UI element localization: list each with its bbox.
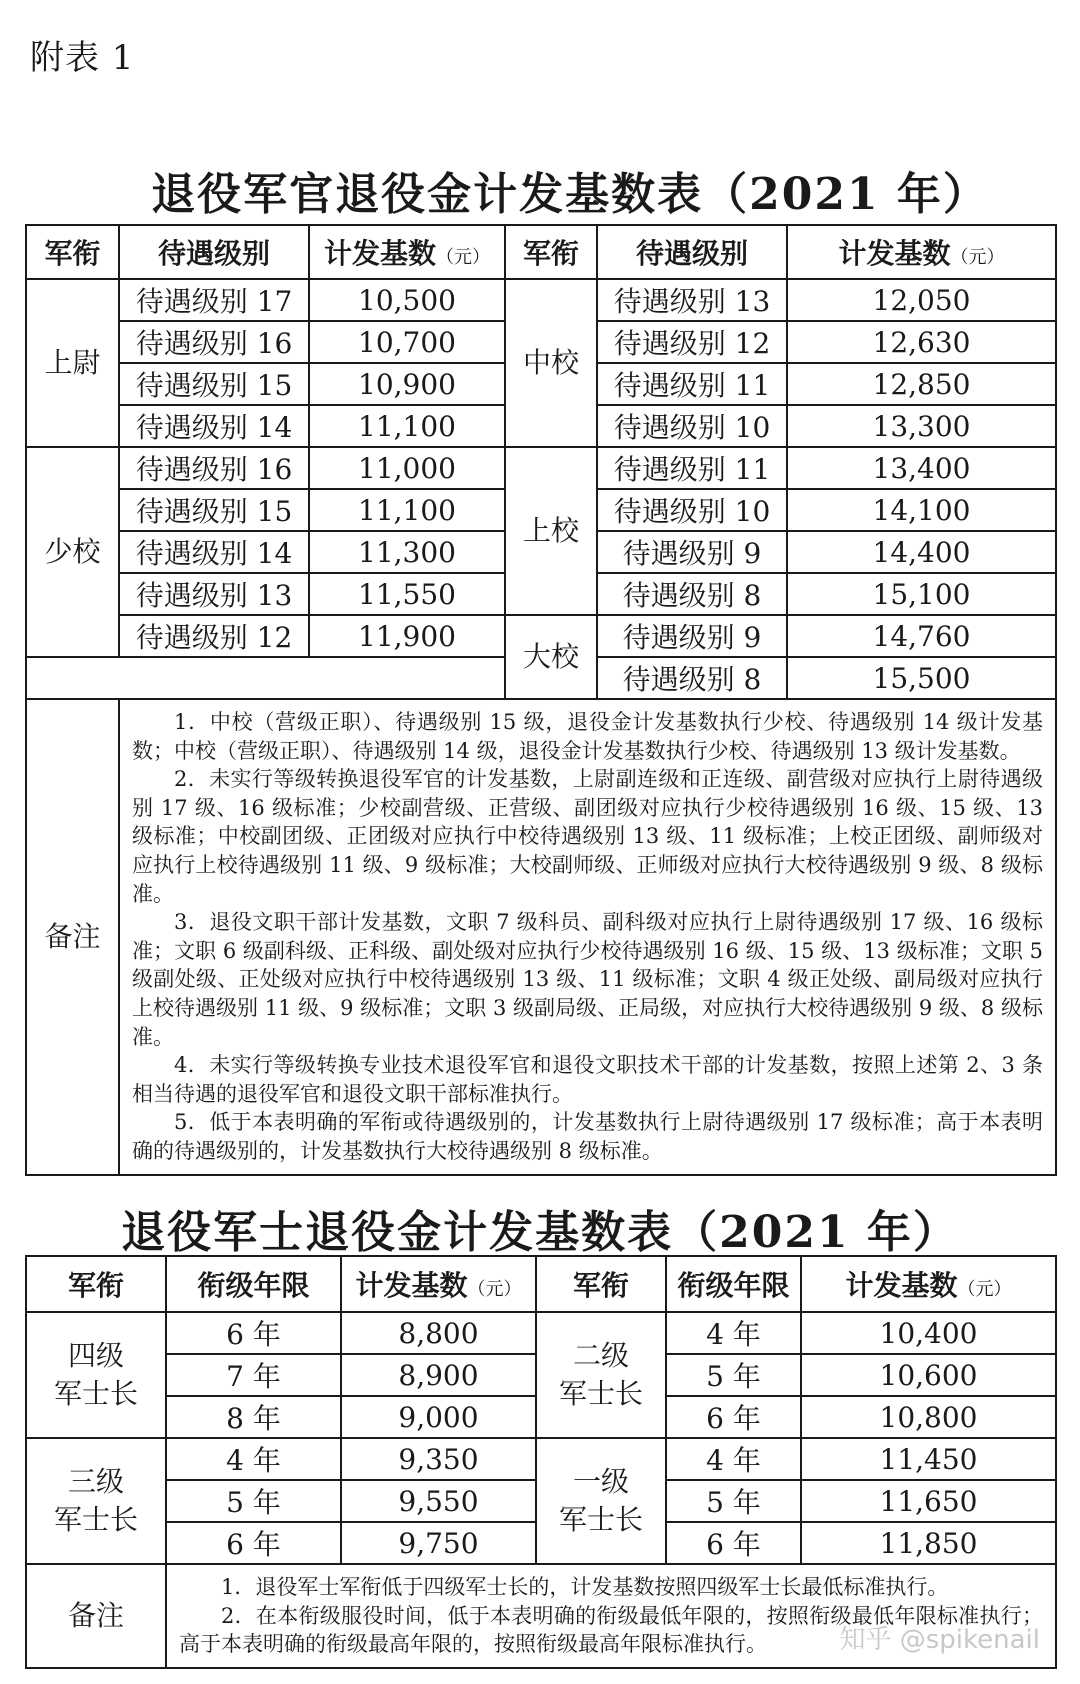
grade-cell: 待遇级别 15 [119, 363, 309, 405]
base-cell: 11,900 [309, 615, 505, 657]
rank-cell: 中校 [505, 279, 597, 447]
table-row [26, 279, 1056, 321]
table-row [26, 615, 1056, 657]
base-cell: 14,100 [787, 489, 1056, 531]
note-item: 2．未实行等级转换退役军官的计发基数，上尉副连级和正连级、副营级对应执行上尉待遇级别 17 级、16 级标准；少校副营级、正营级、副团级对应执行少校待遇级别 16 级、15 级、13 级标准；中校副团级、正团级对应执行中校待遇级别 13 级、11 级标准；上校正团级、副师级对应执行上校待遇级别 11 级、9 级标准；大校副师级、正师级对应执行大校待遇级别 9 级、8 级标准。 [132, 767, 1043, 906]
officer-header-row [26, 225, 1056, 279]
grade-cell: 待遇级别 12 [119, 615, 309, 657]
grade-cell: 待遇级别 10 [597, 489, 787, 531]
base-cell: 11,100 [309, 405, 505, 447]
base-cell: 11,450 [801, 1438, 1056, 1480]
header-base: 计发基数（元） [341, 1256, 536, 1312]
base-cell: 11,550 [309, 573, 505, 615]
grade-cell: 待遇级别 14 [119, 531, 309, 573]
header-base: 计发基数（元） [801, 1256, 1056, 1312]
header-years: 衔级年限 [166, 1256, 341, 1312]
notes-cell [119, 699, 1056, 1175]
years-cell: 6 年 [166, 1522, 341, 1564]
grade-cell: 待遇级别 16 [119, 321, 309, 363]
base-cell: 9,750 [341, 1522, 536, 1564]
years-cell: 6 年 [666, 1396, 801, 1438]
soldier-table-title: 退役军士退役金计发基数表（2021 年） [121, 1207, 959, 1258]
grade-cell: 待遇级别 17 [119, 279, 309, 321]
officer-pension-table [25, 224, 1057, 1176]
watermark-text: 知乎 @spikenail [839, 1625, 1040, 1655]
rank-cell: 大校 [505, 615, 597, 699]
base-cell: 15,100 [787, 573, 1056, 615]
years-cell: 4 年 [166, 1438, 341, 1480]
note-item: 4．未实行等级转换专业技术退役军官和退役文职技术干部的计发基数，按照上述第 2、3 条相当待遇的退役军官和退役文职干部标准执行。 [132, 1053, 1043, 1106]
base-cell: 8,900 [341, 1354, 536, 1396]
rank-cell: 上尉 [26, 279, 119, 447]
rank-cell: 二级 军士长 [536, 1312, 666, 1438]
header-rank: 军衔 [26, 225, 119, 279]
years-cell: 7 年 [166, 1354, 341, 1396]
base-cell: 9,550 [341, 1480, 536, 1522]
base-cell: 13,400 [787, 447, 1056, 489]
base-cell: 13,300 [787, 405, 1056, 447]
header-rank: 军衔 [536, 1256, 666, 1312]
notes-row [26, 699, 1056, 1175]
years-cell: 6 年 [166, 1312, 341, 1354]
header-base: 计发基数（元） [309, 225, 505, 279]
years-cell: 5 年 [666, 1480, 801, 1522]
note-item: 1．退役军士军衔低于四级军士长的，计发基数按照四级军士长最低标准执行。 [221, 1575, 949, 1599]
grade-cell: 待遇级别 11 [597, 447, 787, 489]
table-row [26, 1312, 1056, 1354]
base-cell: 10,700 [309, 321, 505, 363]
officer-table-title: 退役军官退役金计发基数表（2021 年） [151, 169, 989, 220]
header-base: 计发基数（元） [787, 225, 1056, 279]
grade-cell: 待遇级别 8 [597, 657, 787, 699]
base-cell: 14,760 [787, 615, 1056, 657]
base-cell: 9,000 [341, 1396, 536, 1438]
appendix-label: 附表 1 [30, 38, 135, 78]
grade-cell: 待遇级别 11 [597, 363, 787, 405]
base-cell: 10,900 [309, 363, 505, 405]
base-cell: 8,800 [341, 1312, 536, 1354]
base-cell: 10,400 [801, 1312, 1056, 1354]
years-cell: 5 年 [666, 1354, 801, 1396]
base-cell: 11,850 [801, 1522, 1056, 1564]
grade-cell: 待遇级别 15 [119, 489, 309, 531]
notes-label: 备注 [26, 699, 119, 1175]
grade-cell: 待遇级别 9 [597, 615, 787, 657]
base-cell: 11,100 [309, 489, 505, 531]
base-cell: 10,600 [801, 1354, 1056, 1396]
empty-cell [26, 657, 505, 699]
rank-cell: 一级 军士长 [536, 1438, 666, 1564]
note-item: 3．退役文职干部计发基数，文职 7 级科员、副科级对应执行上尉待遇级别 17 级、16 级标准；文职 6 级副科级、正科级、副处级对应执行少校待遇级别 16 级、15 级、13 级标准；文职 5 级副处级、正处级对应执行中校待遇级别 13 级、11 级标准；文职 4 级正处级、副局级对应执行上校待遇级别 11 级、9 级标准；文职 3 级副局级、正局级，对应执行大校待遇级别 9 级、8 级标准。 [132, 910, 1043, 1049]
rank-cell: 四级 军士长 [26, 1312, 166, 1438]
grade-cell: 待遇级别 13 [597, 279, 787, 321]
header-years: 衔级年限 [666, 1256, 801, 1312]
base-cell: 12,850 [787, 363, 1056, 405]
base-cell: 9,350 [341, 1438, 536, 1480]
rank-cell: 上校 [505, 447, 597, 615]
grade-cell: 待遇级别 14 [119, 405, 309, 447]
years-cell: 4 年 [666, 1312, 801, 1354]
header-rank: 军衔 [26, 1256, 166, 1312]
header-rank: 军衔 [505, 225, 597, 279]
grade-cell: 待遇级别 16 [119, 447, 309, 489]
grade-cell: 待遇级别 9 [597, 531, 787, 573]
years-cell: 8 年 [166, 1396, 341, 1438]
rank-cell: 三级 军士长 [26, 1438, 166, 1564]
base-cell: 15,500 [787, 657, 1056, 699]
base-cell: 11,300 [309, 531, 505, 573]
table-row [26, 1438, 1056, 1480]
grade-cell: 待遇级别 12 [597, 321, 787, 363]
grade-cell: 待遇级别 10 [597, 405, 787, 447]
base-cell: 12,050 [787, 279, 1056, 321]
table-row [26, 447, 1056, 489]
soldier-header-row [26, 1256, 1056, 1312]
note-item: 2．在本衔级服役时间，低于本表明确的衔级最低年限的，按照衔级最低年限标准执行；高于本表明确的衔级最高年限的，按照衔级最高年限标准执行。 [179, 1603, 1043, 1657]
base-cell: 10,800 [801, 1396, 1056, 1438]
note-item: 1．中校（营级正职）、待遇级别 15 级，退役金计发基数执行少校、待遇级别 14 级计发基数；中校（营级正职）、待遇级别 14 级，退役金计发基数执行少校、待遇级别 13 级计发基数。 [132, 710, 1043, 763]
base-cell: 14,400 [787, 531, 1056, 573]
years-cell: 6 年 [666, 1522, 801, 1564]
base-cell: 10,500 [309, 279, 505, 321]
years-cell: 4 年 [666, 1438, 801, 1480]
soldier-pension-table [25, 1255, 1057, 1669]
rank-cell: 少校 [26, 447, 119, 657]
base-cell: 11,650 [801, 1480, 1056, 1522]
base-cell: 12,630 [787, 321, 1056, 363]
header-grade: 待遇级别 [597, 225, 787, 279]
years-cell: 5 年 [166, 1480, 341, 1522]
grade-cell: 待遇级别 13 [119, 573, 309, 615]
header-grade: 待遇级别 [119, 225, 309, 279]
note-item: 5．低于本表明确的军衔或待遇级别的，计发基数执行上尉待遇级别 17 级标准；高于本表明确的待遇级别的，计发基数执行大校待遇级别 8 级标准。 [132, 1110, 1043, 1163]
grade-cell: 待遇级别 8 [597, 573, 787, 615]
notes-label: 备注 [26, 1564, 166, 1668]
base-cell: 11,000 [309, 447, 505, 489]
